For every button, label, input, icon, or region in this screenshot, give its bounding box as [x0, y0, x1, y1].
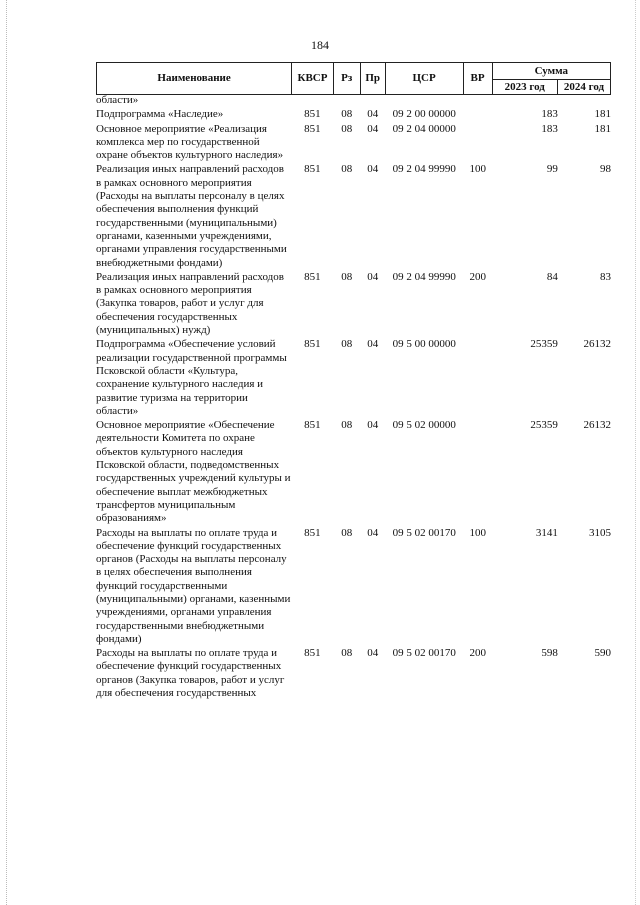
row-rz: 08 — [341, 419, 353, 432]
row-sum-2024: 590 — [594, 647, 611, 660]
row-vr — [463, 123, 492, 164]
row-rz: 08 — [341, 270, 353, 283]
row-rz: 08 — [341, 526, 353, 539]
row-csr: 09 2 04 00000 — [392, 122, 456, 135]
row-vr — [463, 338, 492, 419]
row-kvsr: 851 — [304, 270, 321, 283]
row-csr: 09 5 02 00170 — [392, 647, 456, 660]
row-sum-2023: 84 — [546, 270, 558, 283]
row-csr: 09 2 04 99990 — [392, 270, 456, 283]
row-sum-2024: 83 — [600, 270, 611, 283]
row-name: Расходы на выплаты по оплате труда и обеспечение функций государственных органов (Расходы на выплаты персоналу в целях обеспечения выполнения функций государственными (муниципальными) органами, казенными учреждениями, органами управления государственными внебюджетными фондами) — [96, 526, 291, 645]
row-name: области» — [96, 94, 139, 106]
row-vr: 200 — [469, 647, 487, 660]
row-rz: 08 — [341, 163, 353, 176]
row-kvsr: 851 — [304, 647, 321, 660]
row-pr: 04 — [367, 647, 379, 660]
row-kvsr: 851 — [304, 108, 321, 121]
row-csr: 09 2 00 00000 — [392, 108, 456, 121]
row-kvsr: 851 — [304, 163, 321, 176]
row-rz: 08 — [341, 338, 353, 351]
row-sum-2023: 25359 — [530, 419, 558, 432]
row-kvsr: 851 — [304, 338, 321, 351]
row-csr: 09 2 04 99990 — [392, 163, 456, 176]
row-csr: 09 5 02 00170 — [392, 526, 456, 539]
header-pr: Пр — [360, 63, 385, 95]
table-row — [96, 163, 611, 270]
header-csr: ЦСР — [385, 63, 463, 95]
table-row — [96, 123, 611, 164]
table-body — [96, 94, 611, 701]
header-vr: ВР — [463, 63, 492, 95]
row-sum-2024: 26132 — [583, 338, 611, 351]
row-sum-2023: 598 — [541, 647, 558, 660]
row-name: Подпрограмма «Обеспечение условий реализации государственной программы Псковской области «Культура, сохранение культурного наследия и развитие туризма на территории области» — [96, 338, 287, 417]
row-pr: 04 — [367, 108, 379, 121]
row-sum-2024: 181 — [594, 108, 611, 121]
row-sum-2024: 98 — [600, 163, 611, 176]
table-row — [96, 647, 611, 701]
row-vr — [463, 419, 492, 526]
row-vr — [463, 108, 492, 122]
header-rz: Рз — [333, 63, 360, 95]
table-row — [96, 108, 611, 122]
row-pr: 04 — [367, 338, 379, 351]
row-name: Подпрограмма «Наследие» — [96, 108, 224, 121]
row-pr — [360, 94, 385, 108]
row-sum-2023: 183 — [541, 108, 558, 121]
row-kvsr: 851 — [304, 419, 321, 432]
table-row — [96, 271, 611, 338]
table-header — [96, 62, 611, 95]
row-pr: 04 — [367, 122, 379, 135]
row-sum-2023 — [492, 94, 558, 108]
row-sum-2023: 99 — [546, 163, 558, 176]
row-csr: 09 5 02 00000 — [392, 419, 456, 432]
row-vr — [463, 94, 492, 108]
header-sum: Сумма — [492, 63, 610, 80]
row-sum-2024: 3105 — [589, 526, 611, 539]
row-sum-2023: 25359 — [530, 338, 558, 351]
table-row — [96, 94, 611, 108]
row-sum-2023: 183 — [541, 122, 558, 135]
row-sum-2023: 3141 — [535, 526, 558, 539]
row-pr: 04 — [367, 526, 379, 539]
row-kvsr — [292, 94, 334, 108]
row-rz — [333, 94, 360, 108]
table-row — [96, 527, 611, 648]
row-rz: 08 — [341, 108, 353, 121]
row-name: Основное мероприятие «Реализация комплекса мер по государственной охране объектов культурного наследия» — [96, 122, 284, 162]
row-kvsr: 851 — [304, 526, 321, 539]
row-csr — [385, 94, 463, 108]
row-sum-2024: 26132 — [583, 419, 611, 432]
row-name: Реализация иных направлений расходов в рамках основного мероприятия (Расходы на выплаты персоналу в целях обеспечения выполнения функций государственными (муниципальными) органами, казенными учреждениями, органами управления государственными внебюджетными фондами) — [96, 163, 287, 269]
scan-left-edge — [6, 0, 7, 905]
row-vr: 100 — [469, 163, 487, 176]
table-row — [96, 338, 611, 419]
row-rz: 08 — [341, 122, 353, 135]
row-rz: 08 — [341, 647, 353, 660]
row-name: Расходы на выплаты по оплате труда и обеспечение функций государственных органов (Закупка товаров, работ и услуг для обеспечения государственных — [96, 647, 285, 700]
row-pr: 04 — [367, 163, 379, 176]
table-row — [96, 419, 611, 526]
header-kvsr: КВСР — [292, 63, 334, 95]
page-number: 184 — [311, 38, 329, 52]
scan-right-edge — [635, 0, 636, 905]
header-year-2023: 2023 год — [492, 80, 557, 95]
row-vr: 100 — [469, 526, 487, 539]
header-year-2024: 2024 год — [557, 80, 610, 95]
row-name: Реализация иных направлений расходов в рамках основного мероприятия (Закупка товаров, работ и услуг для обеспечения государственных (муниципальных) нужд) — [96, 270, 284, 337]
header-name: Наименование — [97, 63, 292, 95]
row-vr: 200 — [469, 270, 487, 283]
row-name: Основное мероприятие «Обеспечение деятельности Комитета по охране объектов культурного наследия Псковской области, подведомственных государственных учреждений культуры и обеспечение выплат межбюджетных трансфертов муниципальным образованиям» — [96, 419, 291, 525]
row-sum-2024 — [558, 94, 611, 108]
row-sum-2024: 181 — [594, 122, 611, 135]
row-pr: 04 — [367, 419, 379, 432]
row-csr: 09 5 00 00000 — [392, 338, 456, 351]
row-kvsr: 851 — [304, 122, 321, 135]
row-pr: 04 — [367, 270, 379, 283]
